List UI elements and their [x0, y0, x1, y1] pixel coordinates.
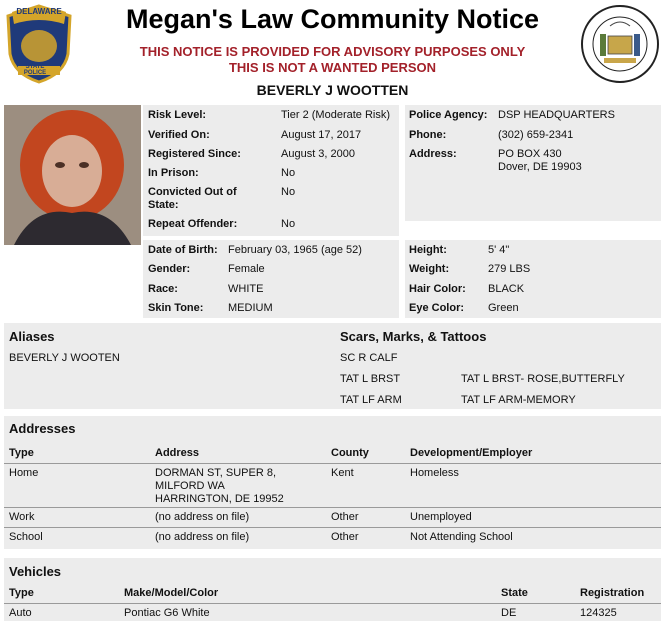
address-row-type: School [9, 531, 43, 543]
risk-level-label: Risk Level: [148, 109, 207, 121]
vehicles-panel [4, 558, 661, 621]
address-row-divider [4, 507, 661, 508]
address-row-employer: Unemployed [410, 511, 472, 523]
badge-top-text: DELAWARE [16, 7, 62, 16]
skin-tone-value: MEDIUM [228, 302, 273, 314]
vehicle-row-make: Pontiac G6 White [124, 607, 210, 619]
address-header-divider [4, 463, 661, 464]
address-row-address: (no address on file) [155, 531, 250, 543]
scar-item: TAT LF ARM-MEMORY [461, 394, 576, 406]
address-row-address: MILFORD WA [155, 480, 225, 492]
police-agency-label: Police Agency: [409, 109, 488, 121]
aliases-heading: Aliases [9, 329, 55, 344]
repeat-offender-value: No [281, 218, 296, 230]
addresses-heading: Addresses [9, 421, 76, 436]
address-row-divider [4, 527, 661, 528]
hair-color-label: Hair Color: [409, 283, 466, 295]
address-row-type: Home [9, 467, 39, 479]
badge-bottom-text: STATE POLICE [23, 64, 47, 76]
weight-label: Weight: [409, 263, 450, 275]
advisory-notice: THIS NOTICE IS PROVIDED FOR ADVISORY PURPOSES ONLY [139, 44, 526, 59]
address-line-2: Dover, DE 19903 [498, 161, 582, 173]
race-label: Race: [148, 283, 178, 295]
race-value: WHITE [228, 283, 264, 295]
scar-item: TAT LF ARM [340, 394, 402, 406]
state-seal-logo [580, 4, 660, 84]
not-wanted-notice: THIS IS NOT A WANTED PERSON [228, 60, 437, 75]
address-col-county: County [331, 447, 369, 459]
vehicle-row-type: Auto [9, 607, 32, 619]
address-col-address: Address [155, 447, 200, 459]
verified-on-label: Verified On: [148, 129, 210, 141]
in-prison-label: In Prison: [148, 167, 199, 179]
addresses-panel [4, 416, 661, 549]
dob-label: Date of Birth: [148, 244, 218, 256]
address-col-employer: Development/Employer [410, 447, 533, 459]
address-row-county: Kent [331, 467, 354, 479]
height-value: 5' 4" [488, 244, 510, 256]
address-row-address: DORMAN ST, SUPER 8, [155, 467, 277, 479]
gender-value: Female [228, 263, 265, 275]
repeat-offender-label: Repeat Offender: [148, 218, 238, 230]
offender-name: BEVERLY J WOOTTEN [256, 82, 409, 98]
skin-tone-label: Skin Tone: [148, 302, 204, 314]
page-title: Megan's Law Community Notice [126, 4, 539, 34]
address-line-1: PO BOX 430 [498, 148, 562, 160]
gender-label: Gender: [148, 263, 191, 275]
vehicle-col-type: Type [9, 587, 34, 599]
phone-value: (302) 659-2341 [498, 129, 574, 141]
address-row-address: (no address on file) [155, 511, 250, 523]
vehicle-header-divider [4, 603, 661, 604]
eye-color-label: Eye Color: [409, 302, 465, 314]
vehicle-row-state: DE [501, 607, 517, 619]
convicted-out-label-cont: State: [148, 199, 179, 211]
address-row-county: Other [331, 511, 359, 523]
scar-item: SC R CALF [340, 352, 398, 364]
convicted-out-label: Convicted Out of [148, 186, 237, 198]
address-row-address: HARRINGTON, DE 19952 [155, 493, 284, 505]
dob-value: February 03, 1965 (age 52) [228, 244, 362, 256]
eye-color-value: Green [488, 302, 519, 314]
vehicle-col-registration: Registration [580, 587, 645, 599]
scars-heading: Scars, Marks, & Tattoos [340, 329, 487, 344]
address-row-employer: Homeless [410, 467, 459, 479]
phone-label: Phone: [409, 129, 447, 141]
address-row-county: Other [331, 531, 359, 543]
weight-value: 279 LBS [488, 263, 531, 275]
offender-photo [4, 105, 141, 245]
in-prison-value: No [281, 167, 296, 179]
verified-on-value: August 17, 2017 [281, 129, 362, 141]
police-agency-value: DSP HEADQUARTERS [498, 109, 615, 121]
vehicle-row-registration: 124325 [580, 607, 617, 619]
vehicles-heading: Vehicles [9, 564, 62, 579]
hair-color-value: BLACK [488, 283, 525, 295]
vehicle-col-state: State [501, 587, 528, 599]
scar-item: TAT L BRST [340, 373, 401, 385]
convicted-out-value: No [281, 186, 296, 198]
height-label: Height: [409, 244, 447, 256]
registered-since-value: August 3, 2000 [281, 148, 356, 160]
address-col-type: Type [9, 447, 34, 459]
vehicle-col-make: Make/Model/Color [124, 587, 219, 599]
registered-since-label: Registered Since: [148, 148, 241, 160]
address-row-employer: Not Attending School [410, 531, 513, 543]
scar-item: TAT L BRST- ROSE,BUTTERFLY [461, 373, 625, 385]
address-row-type: Work [9, 511, 35, 523]
alias-item: BEVERLY J WOOTEN [9, 352, 120, 364]
address-label: Address: [409, 148, 457, 160]
risk-level-value: Tier 2 (Moderate Risk) [281, 109, 391, 121]
